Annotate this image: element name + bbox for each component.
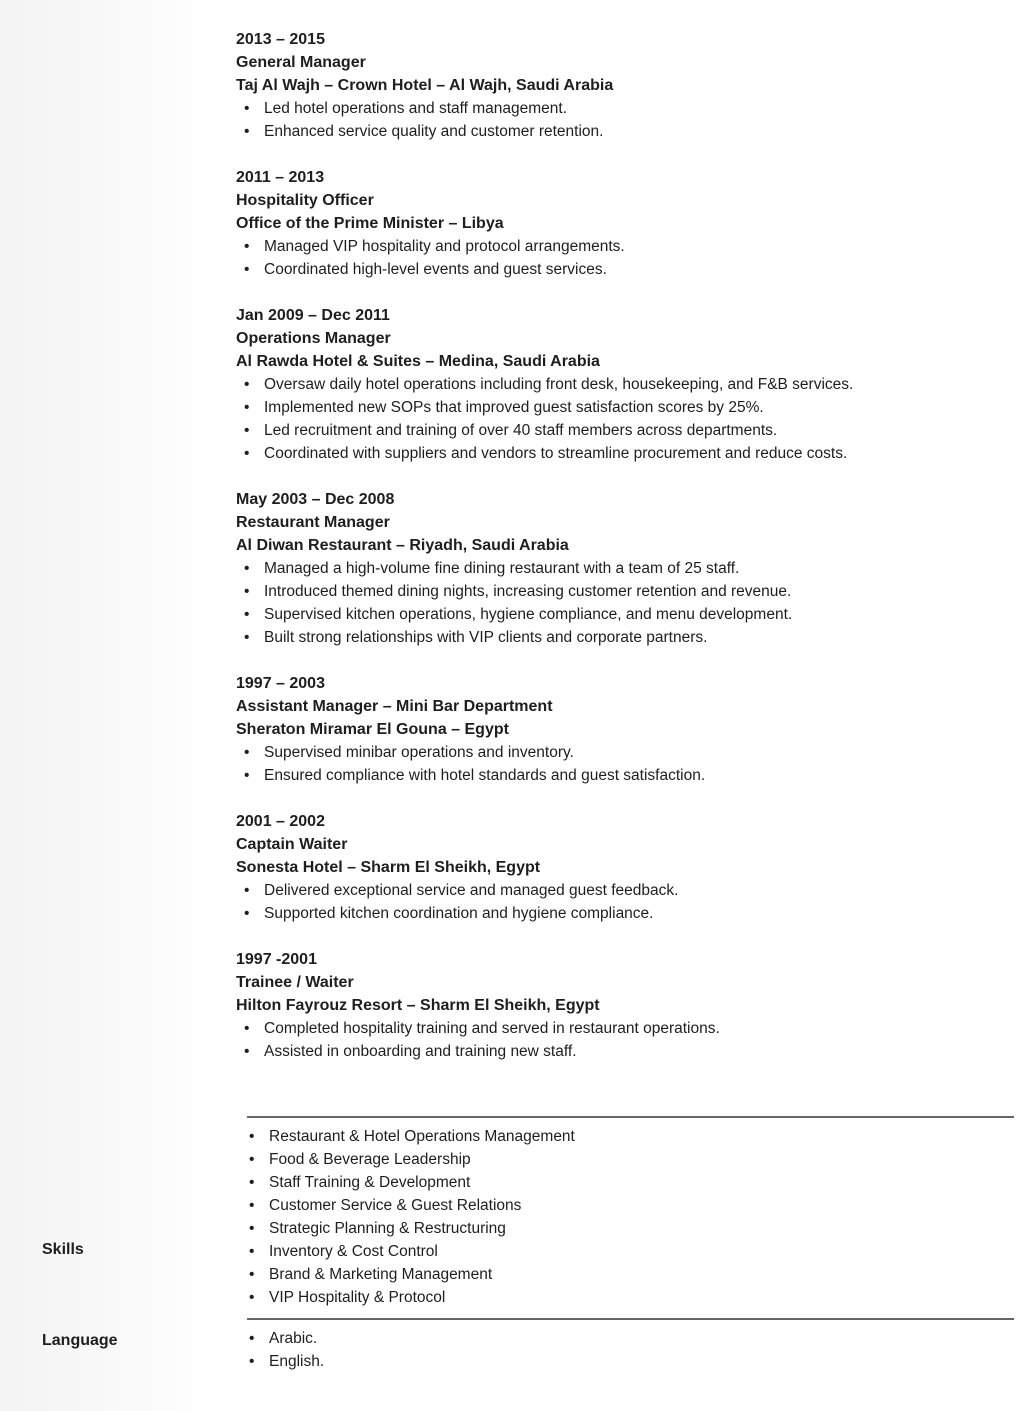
list-item: • Managed a high-volume fine dining restaurant with a team of 25 staff. [236,557,894,580]
divider [247,1318,1014,1320]
job-dates: Jan 2009 – Dec 2011 [236,307,390,324]
language-list [241,1327,969,1373]
job-title: Trainee / Waiter [236,974,354,991]
skill-item: • Inventory & Cost Control [241,1240,969,1263]
skill-item: • Customer Service & Guest Relations [241,1194,969,1217]
divider [247,1116,1014,1118]
job-organization: Hilton Fayrouz Resort – Sharm El Sheikh, Egypt [236,997,600,1014]
experience-list [236,28,936,1086]
list-item: • Completed hospitality training and served in restaurant operations. [236,1017,894,1040]
list-item: • Built strong relationships with VIP clients and corporate partners. [236,626,894,649]
language-item: • English. [241,1350,969,1373]
job-entry [236,810,936,925]
job-bullets [236,741,936,787]
skill-item: • VIP Hospitality & Protocol [241,1286,969,1309]
list-item: • Supported kitchen coordination and hygiene compliance. [236,902,894,925]
list-item: • Coordinated high-level events and guest services. [236,258,894,281]
job-organization: Office of the Prime Minister – Libya [236,215,504,232]
job-title: Assistant Manager – Mini Bar Department [236,698,553,715]
list-item: • Led recruitment and training of over 40 staff members across departments. [236,419,894,442]
job-bullets [236,97,936,143]
job-bullets [236,879,936,925]
job-title: Captain Waiter [236,836,348,853]
job-entry [236,488,936,649]
job-dates: 2001 – 2002 [236,813,325,830]
job-entry [236,28,936,143]
skill-item: • Staff Training & Development [241,1171,969,1194]
language-label: Language [42,1332,118,1349]
language-item: • Arabic. [241,1327,969,1350]
job-title: Restaurant Manager [236,514,390,531]
job-organization: Sonesta Hotel – Sharm El Sheikh, Egypt [236,859,541,876]
job-title: Hospitality Officer [236,192,374,209]
job-organization: Sheraton Miramar El Gouna – Egypt [236,721,509,738]
job-dates: 1997 -2001 [236,951,317,968]
job-bullets [236,557,936,649]
list-item: • Delivered exceptional service and managed guest feedback. [236,879,894,902]
job-dates: May 2003 – Dec 2008 [236,491,395,508]
job-entry [236,166,936,281]
skill-item: • Strategic Planning & Restructuring [241,1217,969,1240]
skill-item: • Restaurant & Hotel Operations Management [241,1125,969,1148]
skills-list [241,1125,969,1309]
list-item: • Managed VIP hospitality and protocol arrangements. [236,235,894,258]
job-title: Operations Manager [236,330,391,347]
job-bullets [236,373,936,465]
skills-label: Skills [42,1241,84,1258]
list-item: • Supervised kitchen operations, hygiene compliance, and menu development. [236,603,894,626]
job-title: General Manager [236,54,366,71]
list-item: • Supervised minibar operations and inventory. [236,741,894,764]
job-organization: Al Diwan Restaurant – Riyadh, Saudi Arabia [236,537,569,554]
job-organization: Al Rawda Hotel & Suites – Medina, Saudi Arabia [236,353,600,370]
list-item: • Ensured compliance with hotel standards and guest satisfaction. [236,764,894,787]
job-bullets [236,1017,936,1063]
list-item: • Coordinated with suppliers and vendors to streamline procurement and reduce costs. [236,442,894,465]
list-item: • Implemented new SOPs that improved guest satisfaction scores by 25%. [236,396,894,419]
job-entry [236,948,936,1063]
list-item: • Oversaw daily hotel operations including front desk, housekeeping, and F&B services. [236,373,894,396]
job-dates: 1997 – 2003 [236,675,325,692]
job-dates: 2011 – 2013 [236,169,325,186]
job-dates: 2013 – 2015 [236,31,325,48]
list-item: • Led hotel operations and staff management. [236,97,894,120]
job-organization: Taj Al Wajh – Crown Hotel – Al Wajh, Saudi Arabia [236,77,614,94]
list-item: • Introduced themed dining nights, increasing customer retention and revenue. [236,580,894,603]
job-entry [236,672,936,787]
skill-item: • Brand & Marketing Management [241,1263,969,1286]
job-entry [236,304,936,465]
job-bullets [236,235,936,281]
skill-item: • Food & Beverage Leadership [241,1148,969,1171]
list-item: • Enhanced service quality and customer retention. [236,120,894,143]
list-item: • Assisted in onboarding and training new staff. [236,1040,894,1063]
